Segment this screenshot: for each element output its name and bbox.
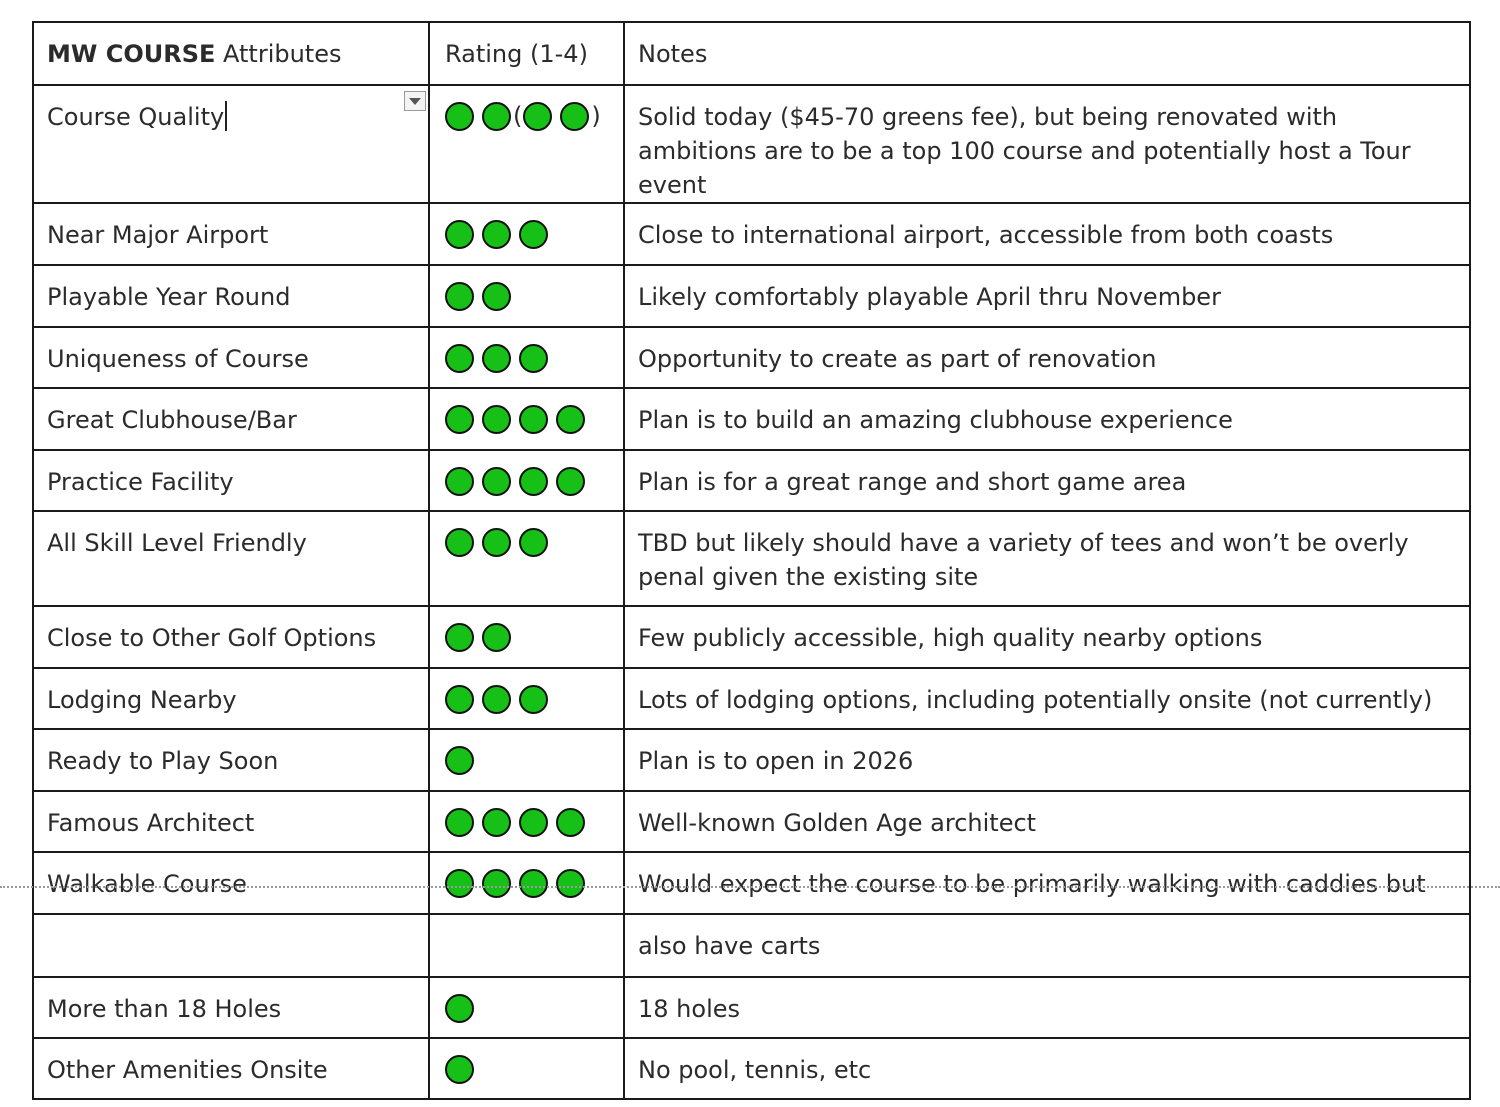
attribute-cell[interactable] xyxy=(33,203,429,265)
notes-cell[interactable] xyxy=(624,450,1470,511)
notes-cell[interactable] xyxy=(624,511,1470,606)
notes-cell[interactable] xyxy=(624,203,1470,265)
rating-dots xyxy=(445,730,623,778)
header-attributes-bold: MW COURSE xyxy=(47,40,216,68)
attribute-text: Great Clubhouse/Bar xyxy=(47,406,297,434)
header-row xyxy=(33,22,1470,85)
notes-text: Plan is to open in 2026 xyxy=(638,747,914,775)
green-circle-icon xyxy=(519,869,548,898)
green-circle-icon xyxy=(445,994,474,1023)
attribute-text: More than 18 Holes xyxy=(47,995,282,1023)
attribute-cell[interactable] xyxy=(33,791,429,852)
attribute-cell[interactable] xyxy=(33,729,429,791)
course-attributes-table xyxy=(32,21,1471,1100)
rating-cell[interactable] xyxy=(429,450,624,511)
notes-cell[interactable] xyxy=(624,852,1470,914)
table-row xyxy=(33,265,1470,327)
rating-dots xyxy=(445,204,623,252)
attribute-text: Uniqueness of Course xyxy=(47,345,309,373)
green-circle-icon xyxy=(445,746,474,775)
attribute-cell[interactable] xyxy=(33,388,429,450)
header-rating-text: Rating (1-4) xyxy=(445,40,588,68)
notes-text: Plan is to build an amazing clubhouse experience xyxy=(638,406,1233,434)
attribute-cell[interactable] xyxy=(33,668,429,729)
rating-cell[interactable] xyxy=(429,668,624,729)
dropdown-arrow-icon xyxy=(409,98,421,105)
table-row xyxy=(33,668,1470,729)
table-row xyxy=(33,327,1470,388)
attribute-text: Walkable Course xyxy=(47,870,247,898)
rating-dots xyxy=(445,266,623,314)
green-circle-icon xyxy=(445,467,474,496)
notes-text: Well-known Golden Age architect xyxy=(638,809,1037,837)
rating-dots xyxy=(445,607,623,655)
table-row xyxy=(33,388,1470,450)
attribute-text xyxy=(47,915,428,929)
green-circle-icon xyxy=(445,102,474,131)
attribute-text: Course Quality xyxy=(47,103,225,131)
green-circle-icon xyxy=(445,1055,474,1084)
green-circle-icon xyxy=(482,623,511,652)
green-circle-icon xyxy=(445,623,474,652)
green-circle-icon xyxy=(519,685,548,714)
attribute-text: Close to Other Golf Options xyxy=(47,624,377,652)
text-cursor xyxy=(225,101,227,131)
header-notes-text: Notes xyxy=(638,40,708,68)
green-circle-icon xyxy=(482,808,511,837)
attribute-cell[interactable] xyxy=(33,327,429,388)
rating-cell[interactable] xyxy=(429,388,624,450)
green-circle-icon xyxy=(482,685,511,714)
rating-dots xyxy=(445,389,623,437)
notes-text: also have carts xyxy=(638,932,821,960)
rating-cell[interactable] xyxy=(429,914,624,977)
attribute-cell[interactable] xyxy=(33,977,429,1038)
green-circle-icon xyxy=(482,344,511,373)
rating-cell[interactable] xyxy=(429,203,624,265)
rating-cell[interactable] xyxy=(429,85,624,203)
notes-cell[interactable] xyxy=(624,85,1470,203)
attribute-cell-active[interactable] xyxy=(33,85,429,203)
green-circle-icon xyxy=(556,808,585,837)
page-break-line xyxy=(0,886,1500,888)
rating-dots xyxy=(445,853,623,901)
green-circle-icon xyxy=(445,344,474,373)
green-circle-icon xyxy=(445,869,474,898)
notes-text: Solid today ($45-70 greens fee), but being renovated with ambitions are to be a top 100 course and potentially host a Tour event xyxy=(638,103,1411,199)
green-circle-icon xyxy=(445,685,474,714)
rating-cell[interactable] xyxy=(429,852,624,914)
rating-dots xyxy=(445,328,623,376)
notes-text: 18 holes xyxy=(638,995,740,1023)
attribute-text: Near Major Airport xyxy=(47,221,269,249)
notes-cell[interactable] xyxy=(624,606,1470,668)
notes-text: Lots of lodging options, including potentially onsite (not currently) xyxy=(638,686,1433,714)
attribute-cell[interactable] xyxy=(33,511,429,606)
table-row xyxy=(33,511,1470,606)
green-circle-icon xyxy=(445,405,474,434)
rating-dots xyxy=(445,915,623,963)
table-row xyxy=(33,914,1470,977)
green-circle-icon xyxy=(519,528,548,557)
rating-cell[interactable] xyxy=(429,791,624,852)
attribute-cell[interactable] xyxy=(33,1038,429,1099)
notes-text: Opportunity to create as part of renovation xyxy=(638,345,1157,373)
green-circle-icon xyxy=(556,467,585,496)
green-circle-icon xyxy=(556,405,585,434)
header-attributes-text xyxy=(47,23,428,71)
close-paren: ) xyxy=(591,102,601,130)
rating-dots xyxy=(445,792,623,840)
notes-text: Close to international airport, accessible from both coasts xyxy=(638,221,1334,249)
rating-cell[interactable] xyxy=(429,327,624,388)
attribute-cell[interactable] xyxy=(33,914,429,977)
green-circle-icon xyxy=(519,405,548,434)
rating-dots xyxy=(445,451,623,499)
green-circle-icon xyxy=(482,282,511,311)
green-circle-icon xyxy=(482,528,511,557)
notes-cell[interactable] xyxy=(624,977,1470,1038)
notes-text: TBD but likely should have a variety of tees and won’t be overly penal given the existing site xyxy=(638,529,1409,591)
green-circle-icon xyxy=(519,220,548,249)
notes-text: Few publicly accessible, high quality nearby options xyxy=(638,624,1263,652)
notes-cell[interactable] xyxy=(624,388,1470,450)
notes-cell[interactable] xyxy=(624,914,1470,977)
attribute-text: Practice Facility xyxy=(47,468,234,496)
attribute-text: Ready to Play Soon xyxy=(47,747,279,775)
table-row xyxy=(33,791,1470,852)
green-circle-icon xyxy=(482,102,511,131)
header-attributes-cell[interactable] xyxy=(33,22,429,85)
table-row xyxy=(33,203,1470,265)
notes-cell[interactable] xyxy=(624,791,1470,852)
green-circle-icon xyxy=(445,282,474,311)
table-body xyxy=(33,22,1470,1099)
rating-cell[interactable] xyxy=(429,1038,624,1099)
rating-cell[interactable] xyxy=(429,265,624,327)
table-row xyxy=(33,1038,1470,1099)
attribute-text: All Skill Level Friendly xyxy=(47,529,307,557)
header-rating-cell[interactable] xyxy=(429,22,624,85)
rating-cell[interactable] xyxy=(429,729,624,791)
rating-dots xyxy=(445,669,623,717)
green-circle-icon xyxy=(523,102,552,131)
green-circle-icon xyxy=(560,102,589,131)
green-circle-icon xyxy=(519,808,548,837)
notes-text: Would expect the course to be primarily walking with caddies but xyxy=(638,870,1426,898)
notes-cell[interactable] xyxy=(624,265,1470,327)
table-row xyxy=(33,852,1470,914)
notes-text: Plan is for a great range and short game area xyxy=(638,468,1187,496)
open-paren: ( xyxy=(513,102,523,130)
notes-cell[interactable] xyxy=(624,668,1470,729)
header-attributes-rest: Attributes xyxy=(215,40,342,68)
header-notes-cell[interactable] xyxy=(624,22,1470,85)
green-circle-icon xyxy=(445,808,474,837)
attribute-cell[interactable] xyxy=(33,450,429,511)
attribute-text: Playable Year Round xyxy=(47,283,291,311)
green-circle-icon xyxy=(482,405,511,434)
rating-cell[interactable] xyxy=(429,606,624,668)
rating-dots xyxy=(445,1039,623,1087)
attribute-text: Famous Architect xyxy=(47,809,255,837)
attribute-text: Lodging Nearby xyxy=(47,686,237,714)
rating-cell[interactable] xyxy=(429,977,624,1038)
notes-cell[interactable] xyxy=(624,729,1470,791)
green-circle-icon xyxy=(556,869,585,898)
notes-text: Likely comfortably playable April thru November xyxy=(638,283,1221,311)
rating-dots xyxy=(445,978,623,1026)
notes-text: No pool, tennis, etc xyxy=(638,1056,872,1084)
table-row xyxy=(33,450,1470,511)
table-row xyxy=(33,85,1470,203)
green-circle-icon xyxy=(445,528,474,557)
attribute-cell[interactable] xyxy=(33,606,429,668)
green-circle-icon xyxy=(519,344,548,373)
attribute-text-wrap xyxy=(47,86,428,134)
notes-cell[interactable] xyxy=(624,1038,1470,1099)
green-circle-icon xyxy=(482,869,511,898)
rating-dots xyxy=(445,512,623,560)
rating-dots xyxy=(445,86,623,134)
green-circle-icon xyxy=(445,220,474,249)
table-row xyxy=(33,729,1470,791)
green-circle-icon xyxy=(482,220,511,249)
table-row xyxy=(33,977,1470,1038)
cell-dropdown-button[interactable] xyxy=(404,91,426,111)
notes-cell[interactable] xyxy=(624,327,1470,388)
green-circle-icon xyxy=(482,467,511,496)
table-row xyxy=(33,606,1470,668)
attribute-cell[interactable] xyxy=(33,852,429,914)
attribute-text: Other Amenities Onsite xyxy=(47,1056,328,1084)
green-circle-icon xyxy=(519,467,548,496)
attribute-cell[interactable] xyxy=(33,265,429,327)
rating-cell[interactable] xyxy=(429,511,624,606)
